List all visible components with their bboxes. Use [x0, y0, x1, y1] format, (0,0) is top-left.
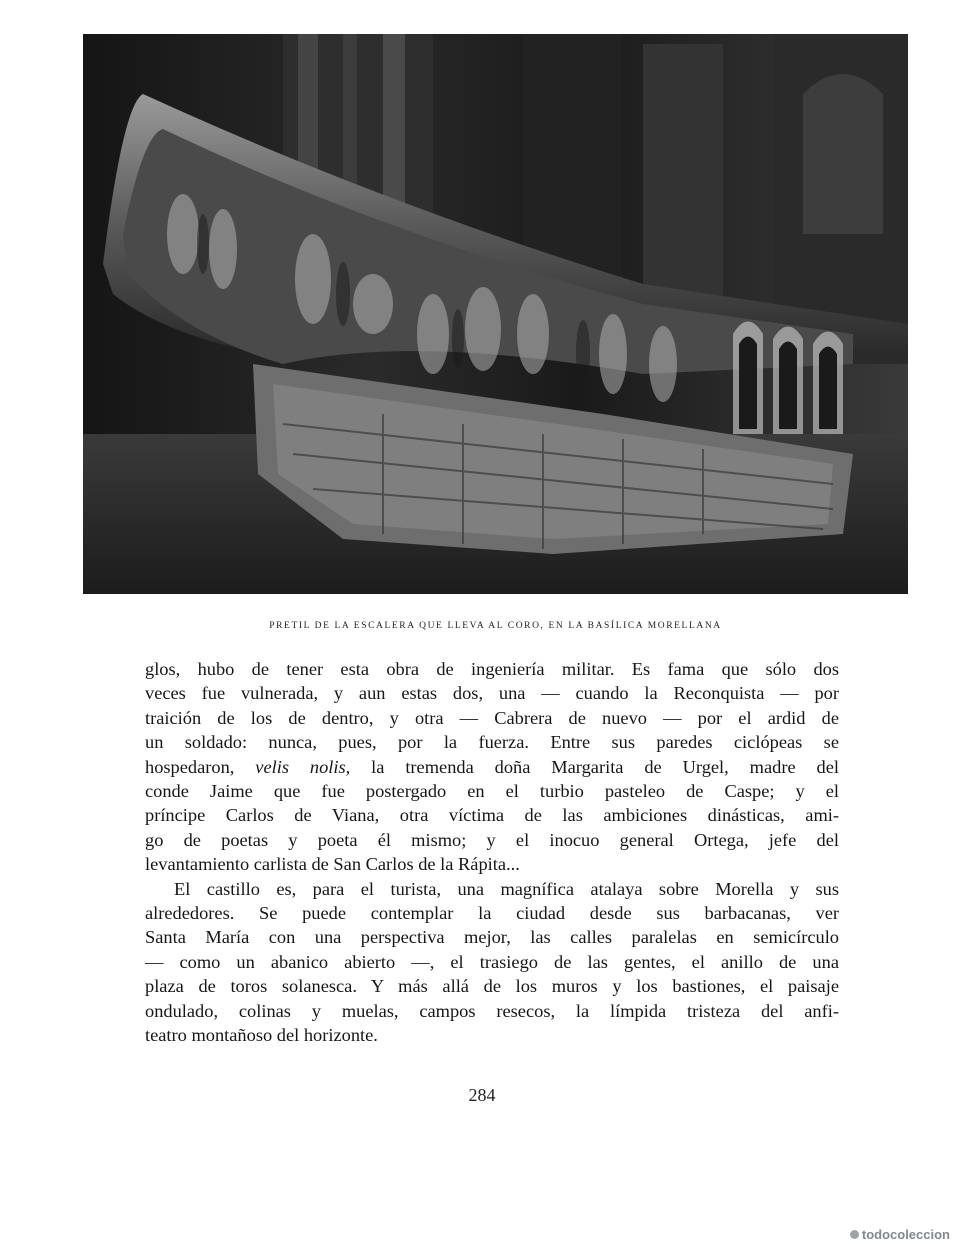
text-segment: hospedaron,: [145, 756, 256, 777]
text-line: go de poetas y poeta él mismo; y el inocuo general Ortega, jefe del: [145, 829, 839, 850]
text-line: Santa María con una perspectiva mejor, las calles paralelas en semicírculo: [145, 927, 839, 948]
page-number: 284: [468, 1085, 496, 1105]
text-line: teatro montañoso del horizonte.: [145, 1025, 378, 1046]
text-line: levantamiento carlista de San Carlos de la Rápita...: [145, 854, 520, 875]
text-line: príncipe Carlos de Viana, otra víctima de las ambiciones dinásticas, ami-: [145, 805, 839, 826]
body-text: [145, 657, 839, 1048]
paragraph: [145, 657, 839, 877]
text-line: ondulado, colinas y muelas, campos resecos, la límpida tristeza del anfi-: [145, 1000, 839, 1021]
photograph: [83, 34, 908, 594]
watermark-text: todocoleccion: [861, 1227, 950, 1242]
text-line: plaza de toros solanesca. Y más allá de los muros y los bastiones, el paisaje: [145, 976, 839, 997]
watermark: [850, 1227, 950, 1242]
text-line: — como un abanico abierto —, el trasiego de las gentes, el anillo de una: [145, 951, 839, 972]
paragraph: [145, 877, 839, 1048]
text-line: glos, hubo de tener esta obra de ingeniería militar. Es fama que sólo dos: [145, 659, 839, 679]
italic-latin-phrase: velis nolis,: [255, 756, 351, 777]
text-line: [145, 755, 839, 779]
text-line: un soldado: nunca, pues, por la fuerza. Entre sus paredes ciclópeas se: [145, 732, 839, 753]
carved-stone-staircase-railing-icon: [83, 34, 908, 594]
text-line: El castillo es, para el turista, una magnífica atalaya sobre Morella y sus: [174, 878, 839, 899]
text-line: traición de los de dentro, y otra — Cabrera de nuevo — por el ardid de: [145, 707, 839, 728]
text-line: conde Jaime que fue postergado en el turbio pasteleo de Caspe; y el: [145, 781, 839, 802]
text-line: alrededores. Se puede contemplar la ciudad desde sus barbacanas, ver: [145, 903, 839, 924]
text-segment: la tremenda doña Margarita de Urgel, madre del: [350, 756, 839, 777]
photo-caption: PRETIL DE LA ESCALERA QUE LLEVA AL CORO, EN LA BASÍLICA MORELLANA: [269, 621, 722, 631]
watermark-logo-icon: [850, 1230, 859, 1239]
text-line: veces fue vulnerada, y aun estas dos, una — cuando la Reconquista — por: [145, 683, 839, 704]
